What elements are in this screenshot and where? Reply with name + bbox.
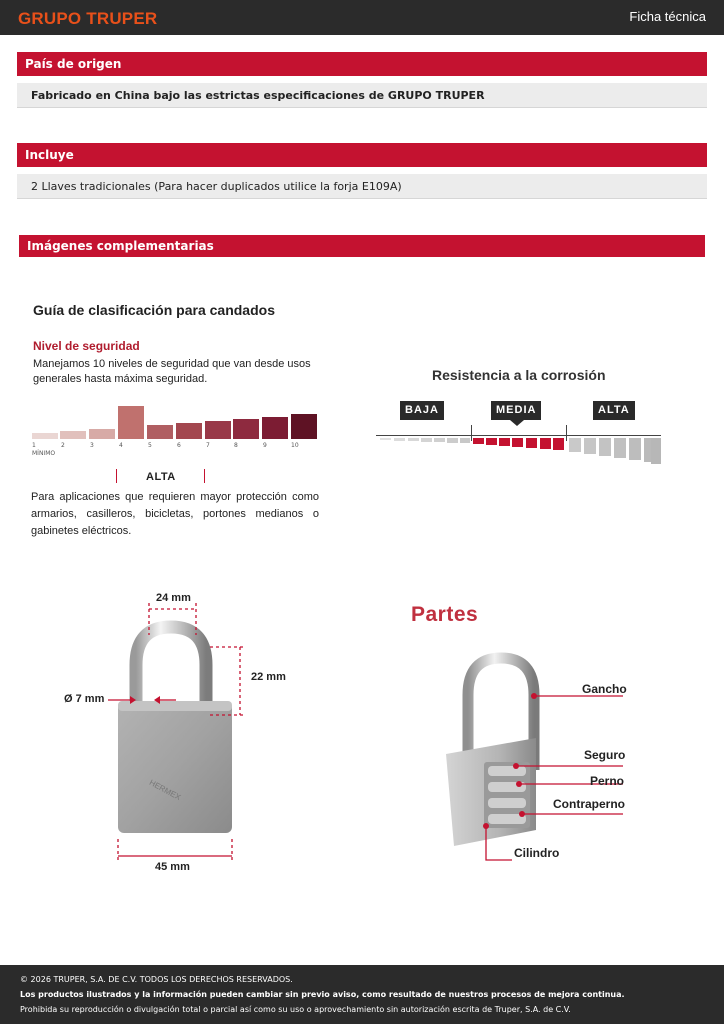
footer [0,965,724,1024]
section-title: Imágenes complementarias [27,239,214,253]
corrosion-low-tag: BAJA [400,401,444,420]
corrosion-bar [434,438,445,442]
corrosion-title: Resistencia a la corrosión [432,367,606,383]
selected-level-description: Para aplicaciones que requieren mayor protección como armarios, casilleros, bicicletas, portones medianos o gabinetes eléctricos. [31,491,319,537]
padlock-dimension-drawing [50,585,310,885]
selected-level-label: ALTA [146,471,176,483]
corrosion-bar-selected [526,438,537,448]
level-bar-10 [291,414,317,439]
footer-notice: Los productos ilustrados y la información pueden cambiar sin previo aviso, como resultado de nuestros procesos de mejora continua. [20,990,625,999]
minimum-label: MÍNIMO [32,450,56,457]
security-level-title: Nivel de seguridad [33,339,140,353]
part-label-contraperno: Contraperno [553,797,625,811]
origin-row [17,83,707,108]
parts-title: Partes [411,603,479,626]
level-number: 7 [206,442,210,449]
level-bar-9 [262,417,288,439]
section-header-images [19,235,705,257]
level-bar-3 [89,429,115,439]
part-label-perno: Perno [590,774,625,788]
section-header-includes [17,143,707,167]
divider [116,469,117,483]
shackle-clearance-label: 22 mm [251,671,286,683]
pointer-arrow-icon [510,420,524,426]
corrosion-medium-tag: MEDIA [491,401,541,420]
level-number: 6 [177,442,181,449]
corrosion-bar [394,438,405,441]
level-number: 2 [61,442,65,449]
top-bar [0,0,724,35]
corrosion-bar [599,438,611,456]
shackle-width-label: 24 mm [156,592,191,604]
corrosion-bar [408,438,419,441]
part-label-cilindro: Cilindro [514,846,560,860]
level-bar-4 [118,406,144,439]
level-bar-5 [147,425,173,439]
corrosion-bar [380,438,391,440]
section-title: País de origen [25,57,122,71]
level-bar-8 [233,419,259,439]
corrosion-tick [566,425,567,441]
section-header-origin [17,52,707,76]
level-number: 1 [32,442,36,449]
corrosion-bar-selected [553,438,564,450]
document-type: Ficha técnica [629,9,706,24]
level-number: 4 [119,442,123,449]
corrosion-bar-selected [473,438,484,444]
part-label-gancho: Gancho [582,682,627,696]
corrosion-bar [584,438,596,454]
brand-logo: GRUPO TRUPER [18,9,158,28]
body-width-label: 45 mm [155,861,190,873]
corrosion-bar-selected [499,438,510,446]
corrosion-bar-selected [486,438,497,445]
corrosion-bar [569,438,581,452]
corrosion-tick [471,425,472,441]
corrosion-bar [651,438,661,464]
security-level-description: Manejamos 10 niveles de seguridad que van desde usos generales hasta máxima seguridad. [33,358,311,385]
level-bar-1 [32,433,58,439]
level-bar-6 [176,423,202,439]
padlock-engraving: HERMEX [147,778,183,803]
includes-row [17,174,707,199]
corrosion-bar-selected [512,438,523,447]
level-number: 5 [148,442,152,449]
corrosion-bar [614,438,626,458]
corrosion-axis [376,435,661,436]
guide-title: Guía de clasificación para candados [33,302,275,318]
level-number: 10 [291,442,299,449]
level-bar-2 [60,431,86,439]
corrosion-bar [447,438,458,443]
includes-text: 2 Llaves tradicionales (Para hacer duplicados utilice la forja E109A) [31,180,402,193]
corrosion-bar [421,438,432,442]
corrosion-high-tag: ALTA [593,401,635,420]
level-bar-7 [205,421,231,439]
part-label-seguro: Seguro [584,748,626,762]
origin-text: Fabricado en China bajo las estrictas especificaciones de GRUPO TRUPER [31,89,485,102]
footer-copyright: © 2026 TRUPER, S.A. DE C.V. TODOS LOS DERECHOS RESERVADOS. [20,975,293,984]
section-title: Incluye [25,148,74,162]
level-number: 3 [90,442,94,449]
shackle-diameter-label: Ø 7 mm [64,693,105,705]
level-number: 8 [234,442,238,449]
corrosion-bar [629,438,641,460]
level-number: 9 [263,442,267,449]
footer-prohibition: Prohibida su reproducción o divulgación total o parcial así como su uso o aprovechamiento sin autorización escrita de Truper, S.A. de C.V. [20,1005,571,1014]
corrosion-bar [460,438,470,443]
corrosion-bar-selected [540,438,551,449]
divider [204,469,205,483]
